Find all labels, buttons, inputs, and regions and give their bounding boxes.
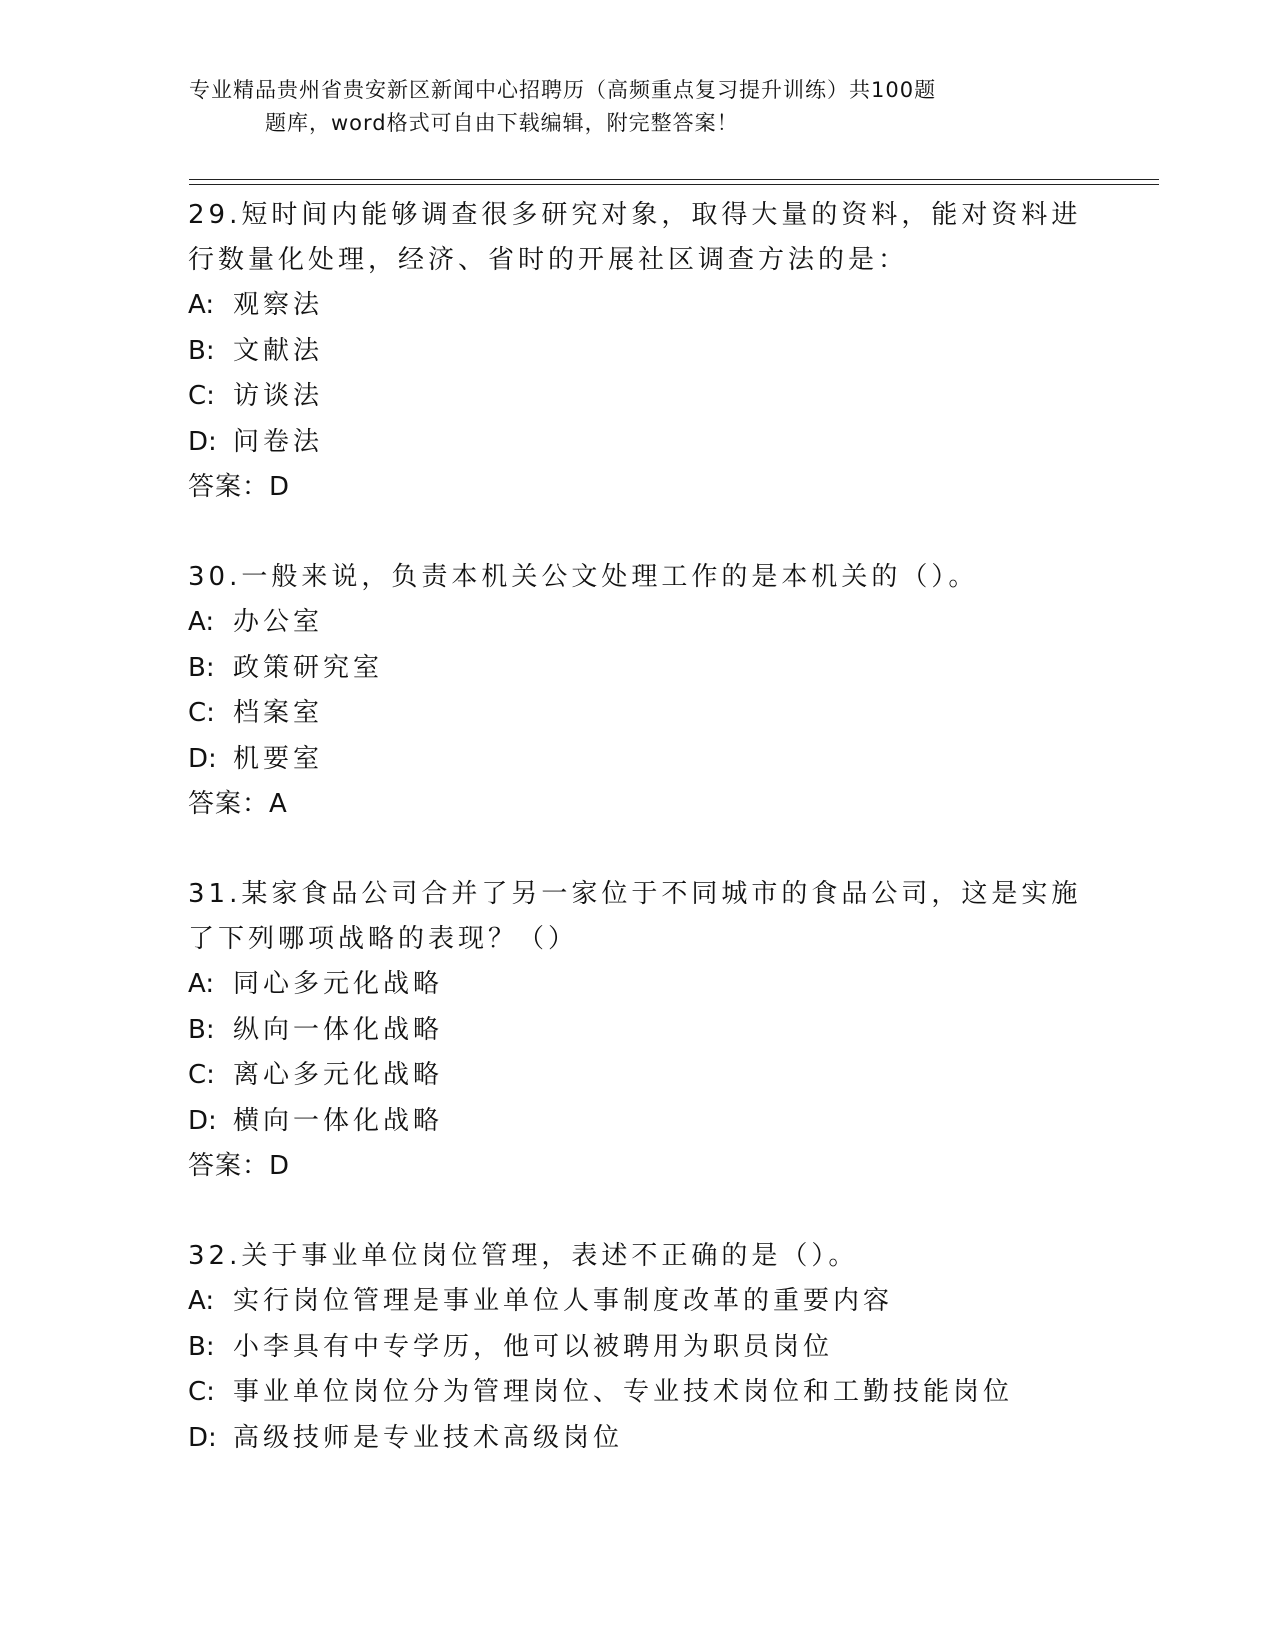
question-block (188, 193, 1088, 510)
option-d (188, 420, 1088, 466)
document-header (189, 74, 1069, 140)
option-text: 离心多元化战略 (233, 1060, 444, 1090)
option-text: 访谈法 (233, 381, 324, 411)
option-letter: C: (188, 1377, 215, 1407)
header-rule-bottom (189, 184, 1159, 185)
option-text: 观察法 (233, 290, 324, 320)
answer-line: 答案：D (188, 1151, 291, 1181)
option-a (188, 283, 1088, 329)
option-letter: A: (188, 969, 215, 999)
option-c (188, 691, 1088, 737)
question-text: 29.短时间内能够调查很多研究对象，取得大量的资料，能对资料进行数量化处理，经济、省时的开展社区调查方法的是： (188, 200, 1082, 275)
option-letter: D: (188, 426, 217, 457)
option-text: 机要室 (233, 743, 324, 774)
option-letter: A: (188, 607, 215, 637)
option-b (188, 329, 1088, 375)
option-text: 高级技师是专业技术高级岗位 (233, 1422, 624, 1453)
option-b (188, 646, 1088, 692)
option-a (188, 600, 1088, 646)
option-text: 同心多元化战略 (233, 969, 444, 999)
option-text: 政策研究室 (233, 652, 384, 683)
option-b (188, 1008, 1088, 1054)
option-text: 办公室 (233, 607, 324, 637)
option-letter: D: (188, 1105, 217, 1136)
option-text: 事业单位岗位分为管理岗位、专业技术岗位和工勤技能岗位 (233, 1377, 1014, 1407)
option-a (188, 962, 1088, 1008)
option-letter: D: (188, 1422, 217, 1453)
question-text: 32.关于事业单位岗位管理，表述不正确的是（）。 (188, 1241, 859, 1271)
option-text: 文献法 (233, 335, 324, 366)
answer-line: 答案：D (188, 472, 291, 502)
header-title-line2: 题库，word格式可自由下载编辑，附完整答案！ (265, 111, 739, 135)
question-block (188, 1234, 1088, 1461)
option-text: 横向一体化战略 (233, 1105, 444, 1136)
option-c (188, 1053, 1088, 1099)
option-letter: A: (188, 1286, 215, 1316)
option-letter: C: (188, 1060, 215, 1090)
option-d (188, 737, 1088, 783)
option-letter: B: (188, 1331, 215, 1362)
option-b (188, 1325, 1088, 1371)
option-letter: B: (188, 335, 215, 366)
question-text: 30.一般来说，负责本机关公文处理工作的是本机关的（）。 (188, 562, 979, 592)
option-text: 纵向一体化战略 (233, 1014, 444, 1045)
option-d (188, 1099, 1088, 1145)
option-letter: C: (188, 698, 215, 728)
option-letter: C: (188, 381, 215, 411)
option-a (188, 1279, 1088, 1325)
answer-line: 答案：A (188, 789, 288, 819)
option-letter: B: (188, 652, 215, 683)
header-title-line1: 专业精品贵州省贵安新区新闻中心招聘历（高频重点复习提升训练）共100题 (189, 78, 937, 102)
option-c (188, 374, 1088, 420)
option-text: 档案室 (233, 698, 324, 728)
question-block (188, 555, 1088, 827)
option-c (188, 1370, 1088, 1416)
option-letter: B: (188, 1014, 215, 1045)
option-text: 实行岗位管理是事业单位人事制度改革的重要内容 (233, 1286, 894, 1316)
question-list (188, 193, 1088, 1506)
option-d (188, 1416, 1088, 1462)
option-text: 小李具有中专学历，他可以被聘用为职员岗位 (233, 1331, 834, 1362)
option-letter: D: (188, 743, 217, 774)
option-letter: A: (188, 290, 215, 320)
option-text: 问卷法 (233, 426, 324, 457)
question-block (188, 872, 1088, 1189)
header-rule-top (189, 179, 1159, 180)
question-text: 31.某家食品公司合并了另一家位于不同城市的食品公司，这是实施了下列哪项战略的表现？（） (188, 879, 1082, 954)
